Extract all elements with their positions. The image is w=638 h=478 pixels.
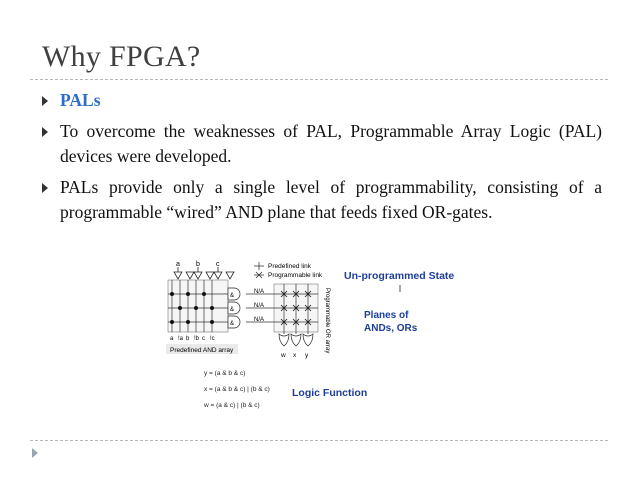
output-x: x bbox=[293, 352, 297, 359]
bullet-arrow-icon bbox=[42, 96, 48, 106]
output-y: y bbox=[305, 352, 309, 359]
bullet-item-single-level bbox=[42, 175, 602, 225]
planes-label: ANDs, ORs bbox=[364, 323, 418, 334]
footer-divider bbox=[30, 440, 608, 441]
title-divider bbox=[30, 79, 608, 80]
input-buffers bbox=[174, 267, 234, 279]
input-b: b bbox=[196, 261, 200, 268]
logic-function-label: Logic Function bbox=[292, 387, 368, 399]
legend-predefined: Predefined link bbox=[268, 263, 311, 270]
na-label: N/A bbox=[254, 303, 265, 309]
footer-arrow-icon bbox=[32, 448, 38, 458]
formula-box bbox=[200, 364, 288, 414]
legend bbox=[254, 262, 264, 278]
formula-y: y = (a & b & c) bbox=[204, 370, 246, 377]
bottom-input-label: !a bbox=[178, 336, 184, 342]
or-gates bbox=[279, 334, 313, 346]
bottom-input-label: a bbox=[170, 336, 174, 342]
unprogrammed-label: Un-programmed State bbox=[344, 270, 455, 282]
bullet-arrow-icon bbox=[42, 127, 48, 137]
bottom-input-label: c bbox=[202, 336, 205, 342]
output-w: w bbox=[281, 352, 286, 359]
input-c: c bbox=[216, 261, 220, 268]
and-gate-symbol: & bbox=[230, 321, 235, 327]
input-a: a bbox=[176, 261, 180, 268]
legend-programmable: Programmable link bbox=[268, 272, 323, 279]
bullet-arrow-icon bbox=[42, 183, 48, 193]
and-array-label: Predefined AND array bbox=[170, 347, 234, 354]
bottom-input-label: !b bbox=[194, 336, 200, 342]
and-gate-symbol: & bbox=[230, 307, 235, 313]
formula-w: w = (a & c) | (b & c) bbox=[204, 402, 260, 409]
pal-diagram bbox=[150, 258, 470, 362]
or-array-label: Programmable OR array bbox=[324, 288, 330, 354]
bullet-item-overcome bbox=[42, 119, 602, 169]
bullet-text: To overcome the weaknesses of PAL, Programmable Array Logic (PAL) devices were developed. bbox=[60, 121, 602, 166]
bullet-list bbox=[42, 88, 602, 231]
bullet-text: PALs bbox=[60, 90, 101, 110]
na-label: N/A bbox=[254, 289, 265, 295]
bullet-item-pals bbox=[42, 88, 602, 113]
na-label: N/A bbox=[254, 317, 265, 323]
planes-label: Planes of bbox=[364, 310, 409, 321]
and-array bbox=[168, 280, 228, 332]
and-gate-symbol: & bbox=[230, 293, 235, 299]
bottom-input-label: b bbox=[186, 336, 190, 342]
slide-title: Why FPGA? bbox=[42, 40, 201, 73]
bullet-text: PALs provide only a single level of programmability, consisting of a programmable “wired” AND plane that feeds fixed OR-gates. bbox=[60, 177, 602, 222]
bottom-input-label: !c bbox=[210, 336, 215, 342]
formula-x: x = (a & b & c) | (b & c) bbox=[204, 386, 270, 393]
